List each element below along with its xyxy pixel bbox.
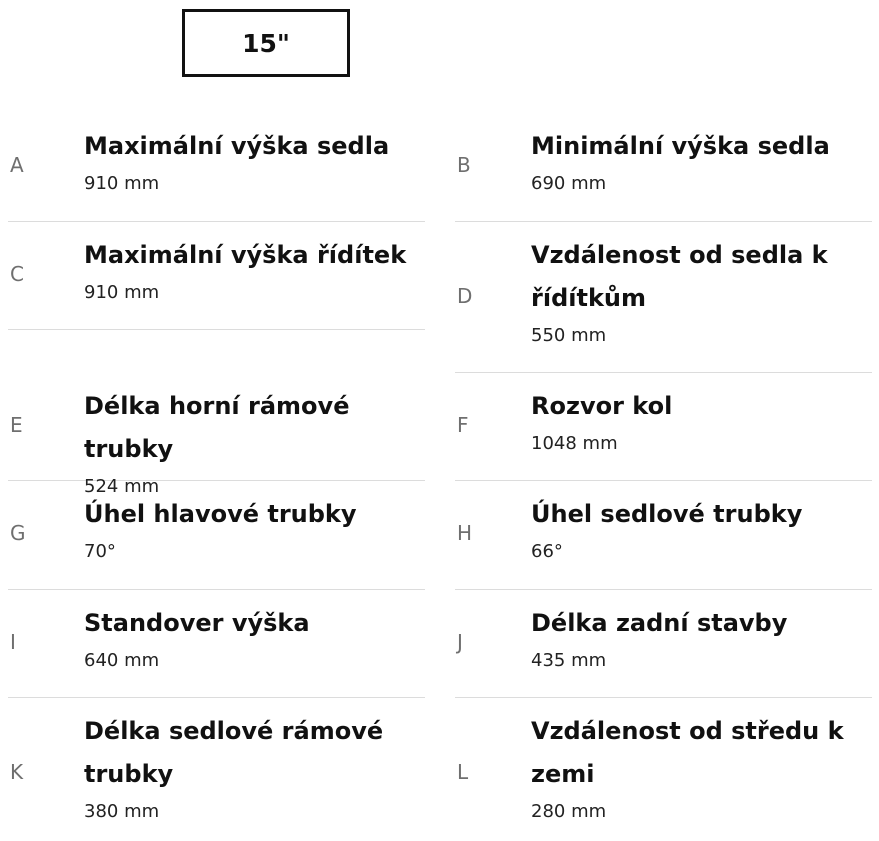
- geometry-label: Standover výška: [84, 609, 310, 637]
- geometry-item-b: [455, 113, 872, 222]
- geometry-letter: C: [10, 262, 24, 286]
- geometry-value: 380 mm: [84, 801, 160, 822]
- geometry-spacer: [8, 330, 425, 373]
- geometry-value: 435 mm: [531, 650, 607, 671]
- geometry-item-g: [8, 481, 425, 590]
- geometry-column-right: [455, 113, 872, 838]
- geometry-value: 550 mm: [531, 325, 607, 346]
- geometry-value: 524 mm: [84, 476, 160, 497]
- geometry-item-a: [8, 113, 425, 222]
- geometry-label: Rozvor kol: [531, 392, 673, 420]
- geometry-item-d: [455, 222, 872, 373]
- geometry-item-l: [455, 698, 872, 838]
- geometry-letter: L: [457, 760, 469, 784]
- geometry-value: 910 mm: [84, 282, 160, 303]
- geometry-value: 640 mm: [84, 650, 160, 671]
- geometry-value: 1048 mm: [531, 433, 618, 454]
- geometry-item-k: [8, 698, 425, 838]
- geometry-label: Délka horní rámové trubky: [84, 392, 350, 463]
- geometry-label: Maximální výška sedla: [84, 132, 390, 160]
- geometry-letter: F: [457, 413, 469, 437]
- geometry-value: 280 mm: [531, 801, 607, 822]
- geometry-label: Délka zadní stavby: [531, 609, 788, 637]
- geometry-label: Vzdálenost od sedla k řídítkům: [531, 241, 828, 312]
- geometry-letter: D: [457, 284, 473, 308]
- geometry-label: Minimální výška sedla: [531, 132, 830, 160]
- geometry-value: 690 mm: [531, 173, 607, 194]
- geometry-value: 70°: [84, 541, 116, 562]
- geometry-value: 66°: [531, 541, 563, 562]
- frame-size-label: 15": [242, 28, 290, 58]
- geometry-letter: G: [10, 521, 26, 545]
- geometry-label: Úhel hlavové trubky: [84, 500, 357, 528]
- geometry-label: Maximální výška řídítek: [84, 241, 407, 269]
- geometry-item-j: [455, 590, 872, 698]
- geometry-letter: E: [10, 413, 23, 437]
- geometry-column-left: [8, 113, 425, 838]
- frame-size-selector[interactable]: [182, 9, 350, 77]
- geometry-item-h: [455, 481, 872, 590]
- geometry-letter: H: [457, 521, 473, 545]
- geometry-letter: I: [10, 630, 16, 654]
- geometry-value: 910 mm: [84, 173, 160, 194]
- geometry-item-c: [8, 222, 425, 330]
- geometry-label: Délka sedlové rámové trubky: [84, 717, 384, 788]
- geometry-item-e: [8, 373, 425, 497]
- geometry-item-f: [455, 373, 872, 481]
- geometry-label: Vzdálenost od středu k zemi: [531, 717, 844, 788]
- geometry-letter: K: [10, 760, 24, 784]
- geometry-letter: J: [457, 630, 463, 654]
- geometry-item-i: [8, 590, 425, 698]
- geometry-letter: B: [457, 153, 471, 177]
- geometry-label: Úhel sedlové trubky: [531, 500, 803, 528]
- geometry-letter: A: [10, 153, 24, 177]
